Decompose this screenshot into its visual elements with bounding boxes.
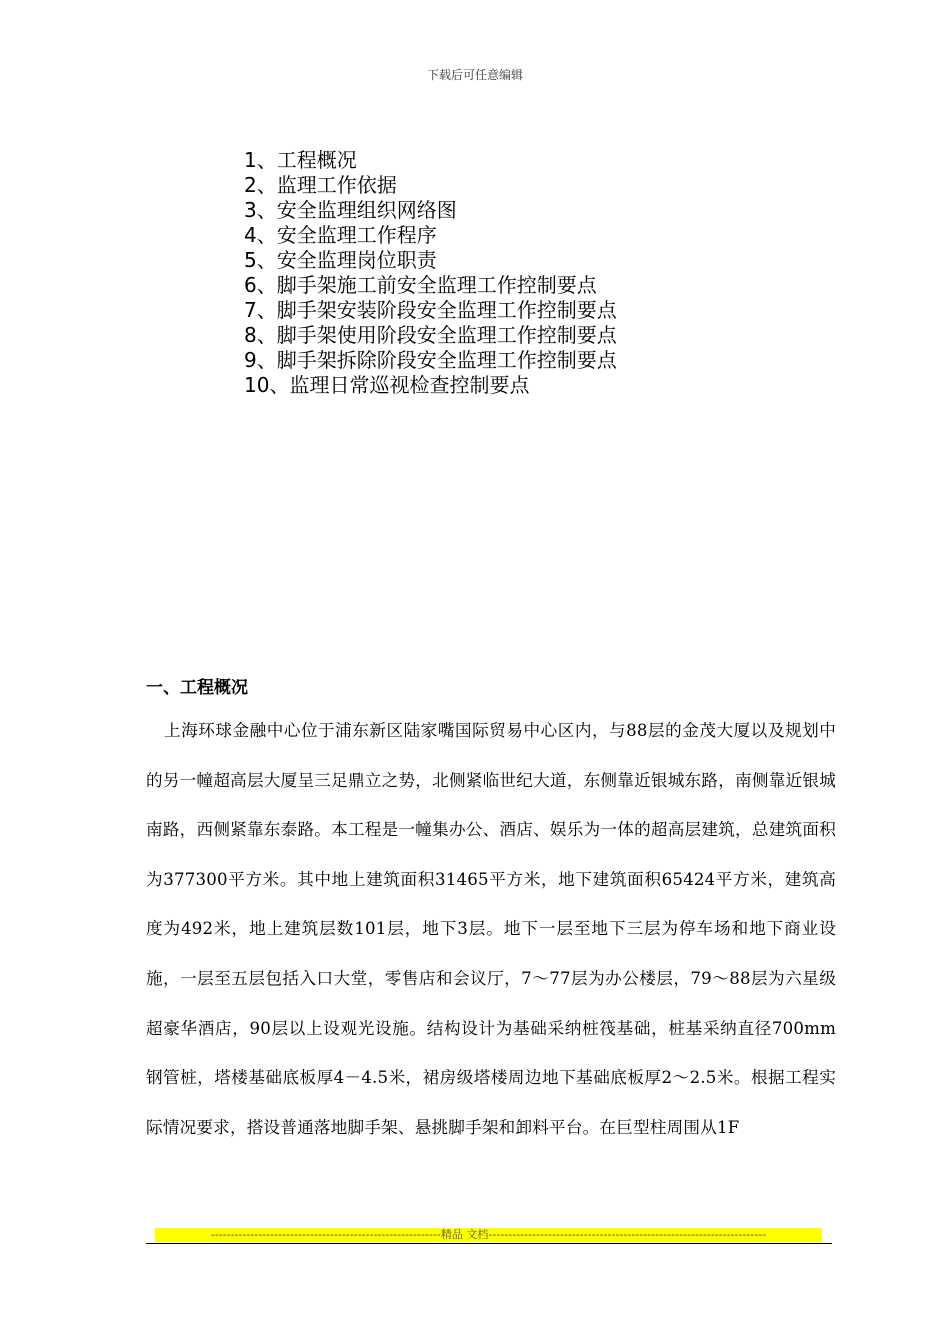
- toc-item: 8、脚手架使用阶段安全监理工作控制要点: [244, 323, 617, 347]
- footer-divider: [146, 1243, 832, 1244]
- toc-item: 10、监理日常巡视检查控制要点: [244, 373, 530, 397]
- page-header: 下载后可任意编辑: [426, 68, 523, 82]
- toc-item: 4、安全监理工作程序: [244, 223, 437, 247]
- toc-item: 7、脚手架安装阶段安全监理工作控制要点: [244, 298, 617, 322]
- toc-item: 2、监理工作依据: [244, 173, 397, 197]
- toc-item: 3、安全监理组织网络图: [244, 198, 457, 222]
- section-heading: 一、工程概况: [146, 678, 248, 698]
- table-of-contents: [244, 148, 617, 398]
- toc-item: 9、脚手架拆除阶段安全监理工作控制要点: [244, 348, 617, 372]
- toc-item: 6、脚手架施工前安全监理工作控制要点: [244, 273, 597, 297]
- body-paragraph: 上海环球金融中心位于浦东新区陆家嘴国际贸易中心区内，与88层的金茂大厦以及规划中的另一幢超高层大厦呈三足鼎立之势，北侧紧临世纪大道，东侧靠近银城东路，南侧靠近银城南路，西侧紧靠东泰路。本工程是一幢集办公、酒店、娱乐为一体的超高层建筑，总建筑面积为377300平方米。其中地上建筑面积31465平方米，地下建筑面积65424平方米，建筑高度为492米，地上建筑层数101层，地下3层。地下一层至地下三层为停车场和地下商业设施，一层至五层包括入口大堂，零售店和会议厅，7～77层为办公楼层，79～88层为六星级超豪华酒店，90层以上设观光设施。结构设计为基础采纳桩筏基础，桩基采纳直径700mm钢管桩，塔楼基础底板厚4－4.5米，裙房级塔楼周边地下基础底板厚2～2.5米。根据工程实际情况要求，搭设普通落地脚手架、悬挑脚手架和卸料平台。在巨型柱周围从1F: [146, 721, 836, 1137]
- toc-item: 5、安全监理岗位职责: [244, 248, 437, 272]
- toc-item: 1、工程概况: [244, 148, 357, 172]
- footer-highlight-bar: ----------------------------------------------------------精品 文档----------------------------------------------------------------------: [155, 1228, 822, 1242]
